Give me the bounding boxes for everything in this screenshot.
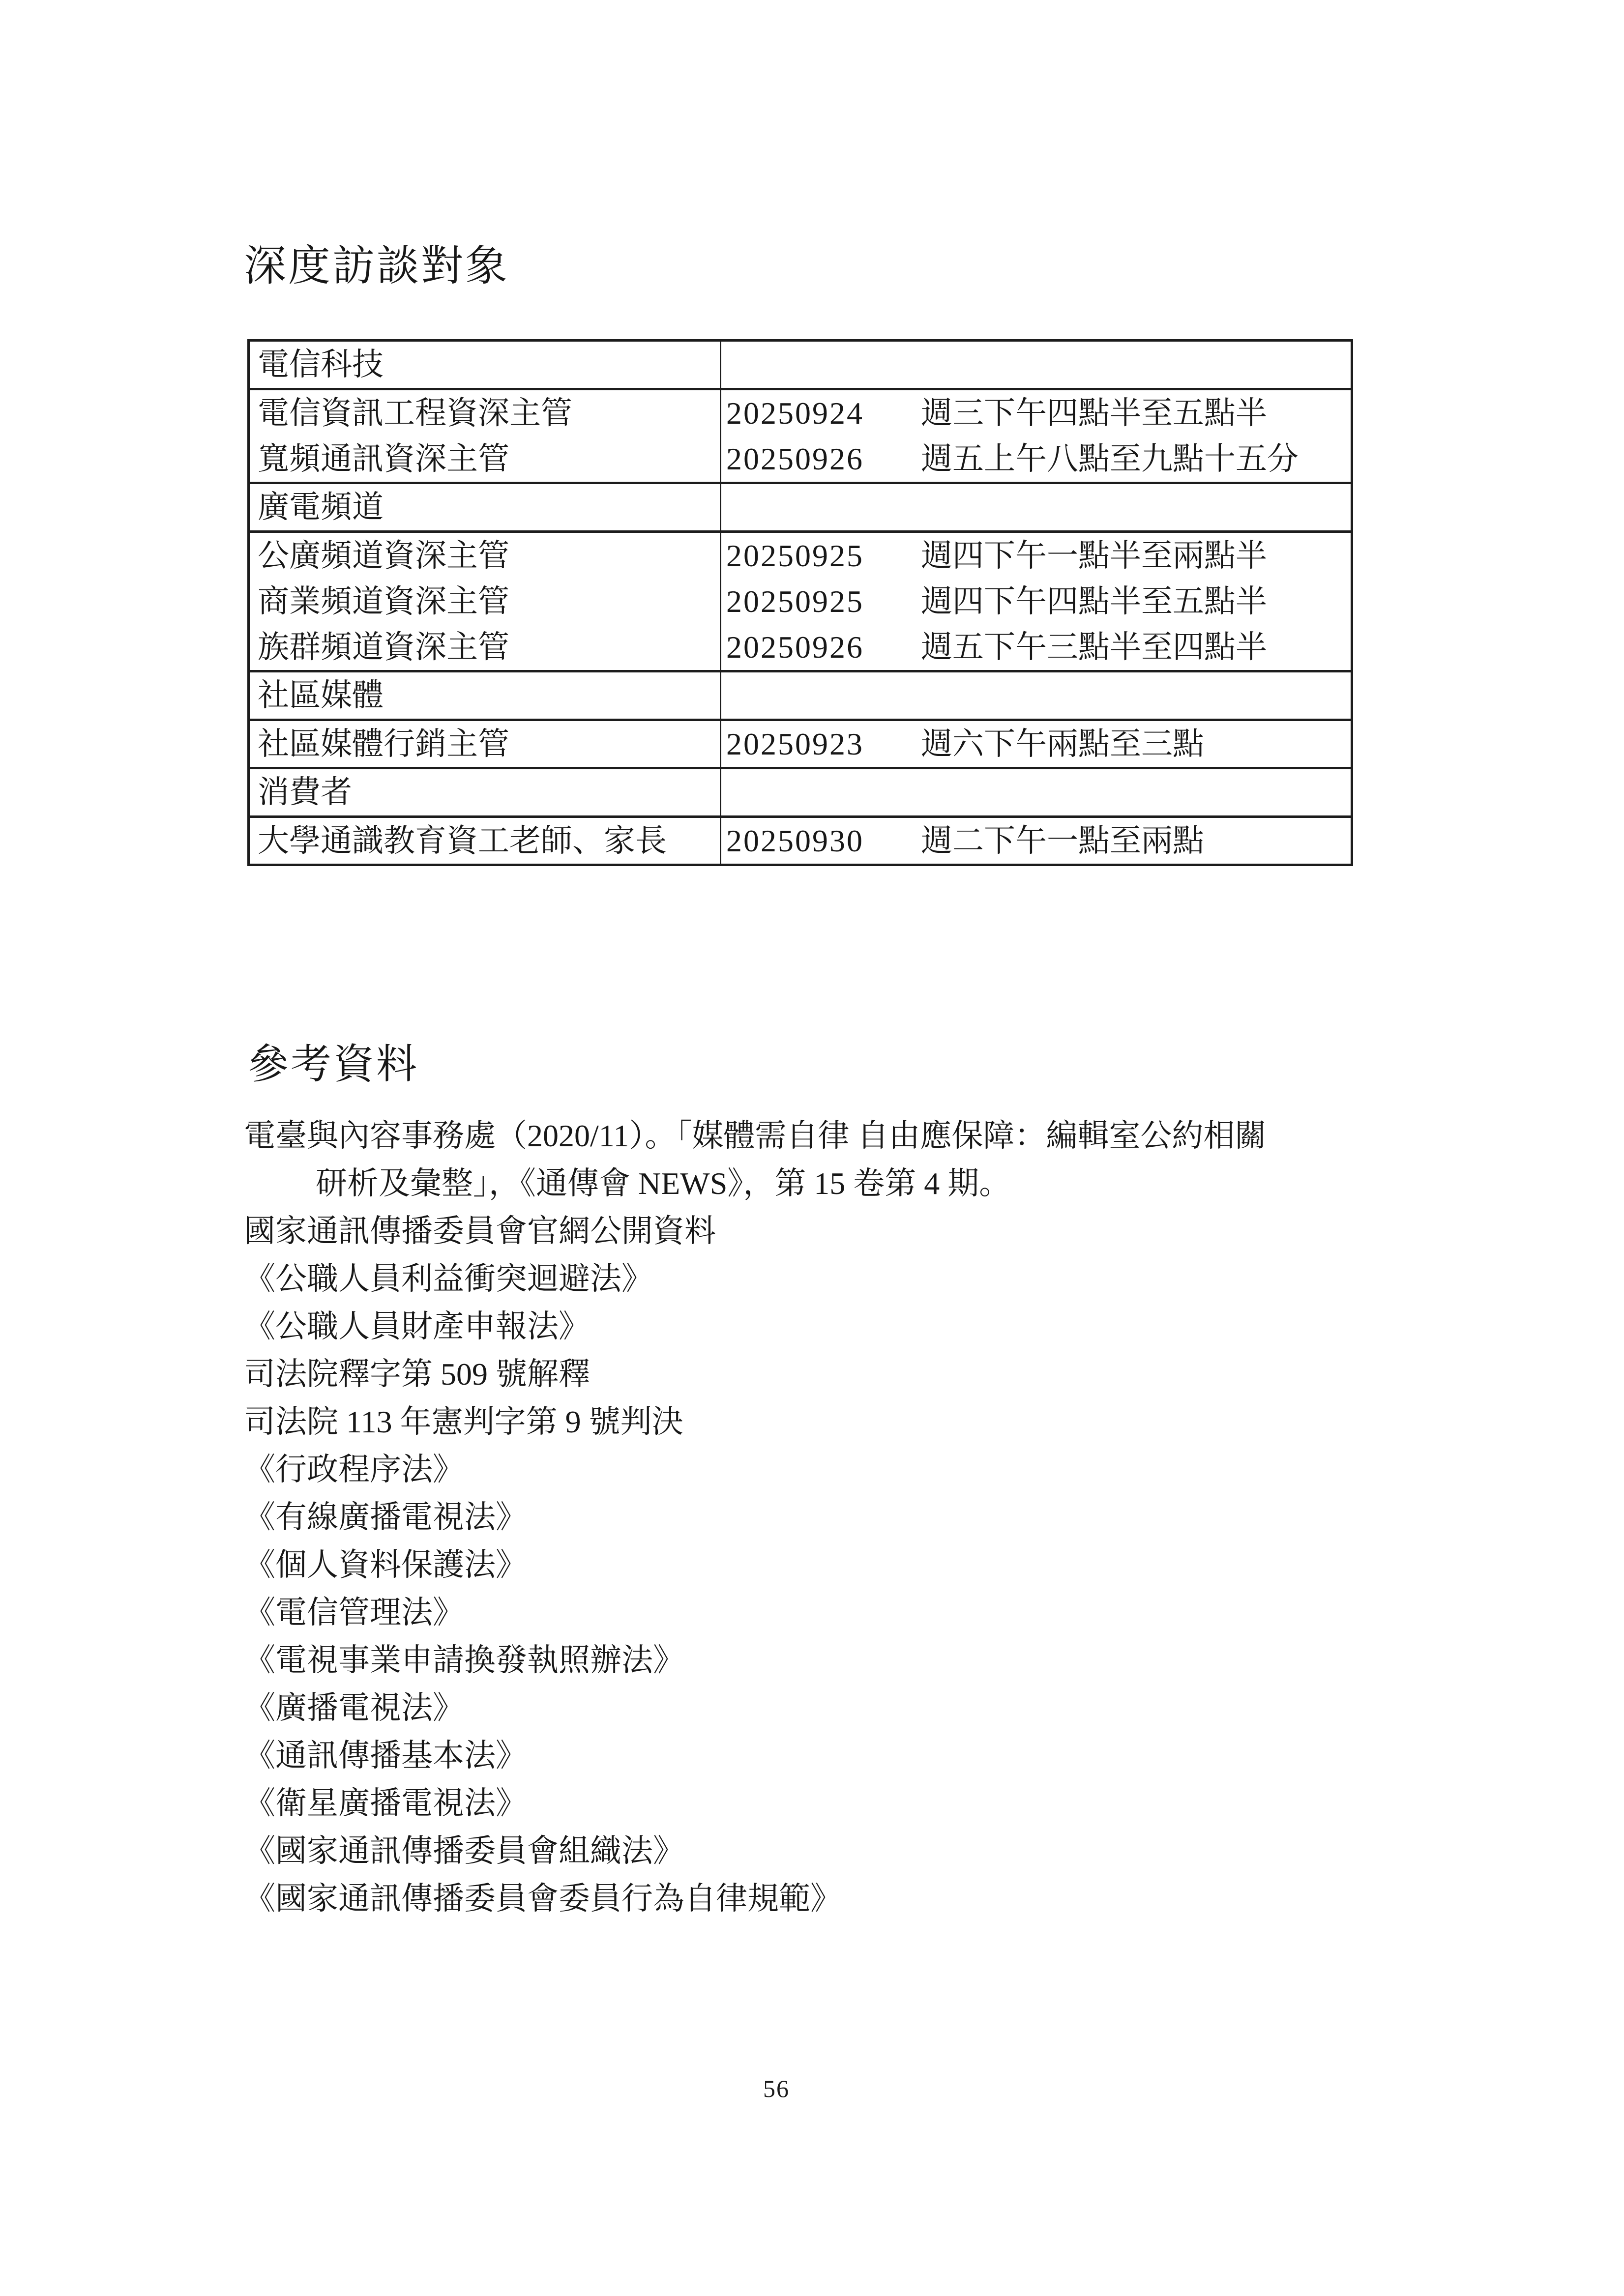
table-data-row xyxy=(249,532,1352,671)
interview-time: 週四下午一點半至兩點半 xyxy=(921,538,1267,573)
schedule-line xyxy=(721,721,1351,767)
reference-line: 《國家通訊傳播委員會組織法》 xyxy=(244,1833,684,1868)
reference-line: 《行政程序法》 xyxy=(244,1452,464,1487)
reference-line: 《公職人員利益衝突迴避法》 xyxy=(244,1261,653,1296)
interview-time: 週二下午一點至兩點 xyxy=(921,823,1204,858)
reference-line: 《有線廣播電視法》 xyxy=(244,1500,527,1535)
references-section-title: 參考資料 xyxy=(248,1042,419,1087)
interview-date: 20250923 xyxy=(726,727,864,761)
reference-line: 司法院 113 年憲判字第 9 號判決 xyxy=(244,1404,683,1439)
interview-date: 20250925 xyxy=(726,538,864,573)
table-section-row xyxy=(249,341,1352,389)
table-section-row xyxy=(249,671,1352,720)
interviewee-role: 電信資訊工程資深主管 xyxy=(258,396,572,431)
reference-line: 司法院釋字第 509 號解釋 xyxy=(244,1357,590,1392)
page-number: 56 xyxy=(763,2075,790,2102)
section-label: 電信科技 xyxy=(258,347,384,382)
schedule-line xyxy=(721,390,1351,436)
reference-line: 《個人資料保護法》 xyxy=(244,1547,527,1582)
schedule-line xyxy=(721,818,1351,864)
interview-date: 20250925 xyxy=(726,584,864,619)
schedule-line xyxy=(721,579,1351,624)
section-empty-cell xyxy=(721,341,1352,389)
interview-time: 週五下午三點半至四點半 xyxy=(921,630,1267,665)
schedule-cell xyxy=(721,817,1352,865)
reference-line: 《公職人員財產申報法》 xyxy=(244,1309,590,1344)
table-section-row xyxy=(249,483,1352,532)
interview-date: 20250930 xyxy=(726,823,864,858)
references-list xyxy=(244,1112,1266,1922)
section-label: 廣電頻道 xyxy=(258,490,384,524)
schedule-cell xyxy=(721,389,1352,483)
interview-date: 20250924 xyxy=(726,396,864,431)
table-data-row xyxy=(249,720,1352,768)
section-empty-cell xyxy=(721,768,1352,817)
interview-time: 週三下午四點半至五點半 xyxy=(921,396,1267,431)
reference-line: 《國家通訊傳播委員會委員行為自律規範》 xyxy=(244,1881,842,1916)
section-label-cell xyxy=(249,768,721,817)
section-label-cell xyxy=(249,671,721,720)
role-cell xyxy=(249,532,721,671)
reference-line: 《衛星廣播電視法》 xyxy=(244,1786,527,1821)
interview-table xyxy=(247,339,1353,866)
section-empty-cell xyxy=(721,671,1352,720)
interviewee-role: 大學通識教育資工老師、家長 xyxy=(258,823,667,858)
reference-line: 《廣播電視法》 xyxy=(244,1690,464,1725)
section-label-cell xyxy=(249,483,721,532)
schedule-cell xyxy=(721,532,1352,671)
interviewee-role: 公廣頻道資深主管 xyxy=(258,538,509,573)
table-data-row xyxy=(249,389,1352,483)
section-empty-cell xyxy=(721,483,1352,532)
section-label: 社區媒體 xyxy=(258,678,384,713)
interview-time: 週六下午兩點至三點 xyxy=(921,727,1204,761)
reference-line: 國家通訊傳播委員會官網公開資料 xyxy=(244,1214,716,1249)
interviewee-role: 族群頻道資深主管 xyxy=(258,630,509,665)
reference-line: 電臺與內容事務處（2020/11）。「媒體需自律 自由應保障：編輯室公約相關 xyxy=(244,1118,1267,1153)
schedule-line xyxy=(721,436,1351,482)
interview-date: 20250926 xyxy=(726,441,864,476)
interview-table-body xyxy=(249,341,1352,865)
schedule-cell xyxy=(721,720,1352,768)
schedule-line xyxy=(721,533,1351,579)
reference-line: 《電視事業申請換發執照辦法》 xyxy=(244,1643,684,1678)
interview-section-title: 深度訪談對象 xyxy=(244,242,509,290)
role-cell xyxy=(249,817,721,865)
role-cell xyxy=(249,389,721,483)
section-label: 消費者 xyxy=(258,775,352,810)
schedule-line xyxy=(721,624,1351,670)
interview-date: 20250926 xyxy=(726,630,864,665)
interview-time: 週四下午四點半至五點半 xyxy=(921,584,1267,619)
table-data-row xyxy=(249,817,1352,865)
interviewee-role: 寬頻通訊資深主管 xyxy=(258,441,509,476)
reference-line: 《電信管理法》 xyxy=(244,1595,464,1630)
section-label-cell xyxy=(249,341,721,389)
reference-line: 《通訊傳播基本法》 xyxy=(244,1738,527,1773)
role-cell xyxy=(249,720,721,768)
interviewee-role: 商業頻道資深主管 xyxy=(258,584,509,619)
reference-line: 研析及彙整」，《通傳會 NEWS》，第 15 卷第 4 期。 xyxy=(316,1166,1011,1201)
interviewee-role: 社區媒體行銷主管 xyxy=(258,727,509,761)
table-section-row xyxy=(249,768,1352,817)
interview-time: 週五上午八點至九點十五分 xyxy=(921,441,1299,476)
